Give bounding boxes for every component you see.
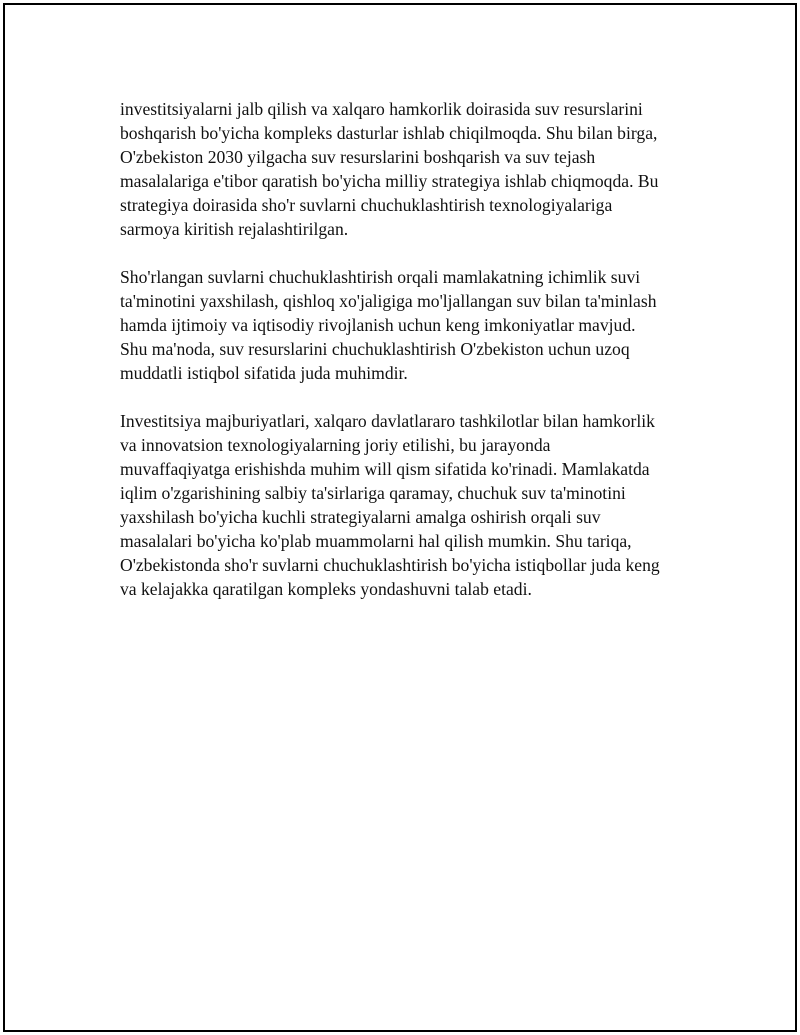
paragraph: Sho'rlangan suvlarni chuchuklashtirish orqali mamlakatning ichimlik suvi ta'minotini yaxshilash, qishloq xo'jaligiga mo'ljallangan suv bilan ta'minlash hamda ijtimoiy va iqtisodiy rivojlanish uchun keng imkoniyatlar mavjud. Shu ma'noda, suv resurslarini chuchuklashtirish O'zbekiston uchun uzoq muddatli istiqbol sifatida juda muhimdir. [120,267,657,383]
paragraph: investitsiyalarni jalb qilish va xalqaro hamkorlik doirasida suv resurslarini boshqarish bo'yicha kompleks dasturlar ishlab chiqilmoqda. Shu bilan birga, O'zbekiston 2030 yilgacha suv resurslarini boshqarish va suv tejash masalalariga e'tibor qaratish bo'yicha milliy strategiya ishlab chiqmoqda. Bu strategiya doirasida sho'r suvlarni chuchuklashtirish texnologiyalariga sarmoya kiritish rejalashtirilgan. [120,99,659,239]
paragraph: Investitsiya majburiyatlari, xalqaro davlatlararo tashkilotlar bilan hamkorlik va innovatsion texnologiyalarning joriy etilishi, bu jarayonda muvaffaqiyatga erishishda muhim will qism sifatida ko'rinadi. Mamlakatda iqlim o'zgarishining salbiy ta'sirlariga qaramay, chuchuk suv ta'minotini yaxshilash bo'yicha kuchli strategiyalarni amalga oshirish orqali suv masalalari bo'yicha ko'plab muammolarni hal qilish mumkin. Shu tariqa, O'zbekistonda sho'r suvlarni chuchuklashtirish bo'yicha istiqbollar juda keng va kelajakka qaratilgan kompleks yondashuvni talab etadi. [120,411,660,599]
document-page [3,3,797,1032]
document-body [120,97,690,625]
